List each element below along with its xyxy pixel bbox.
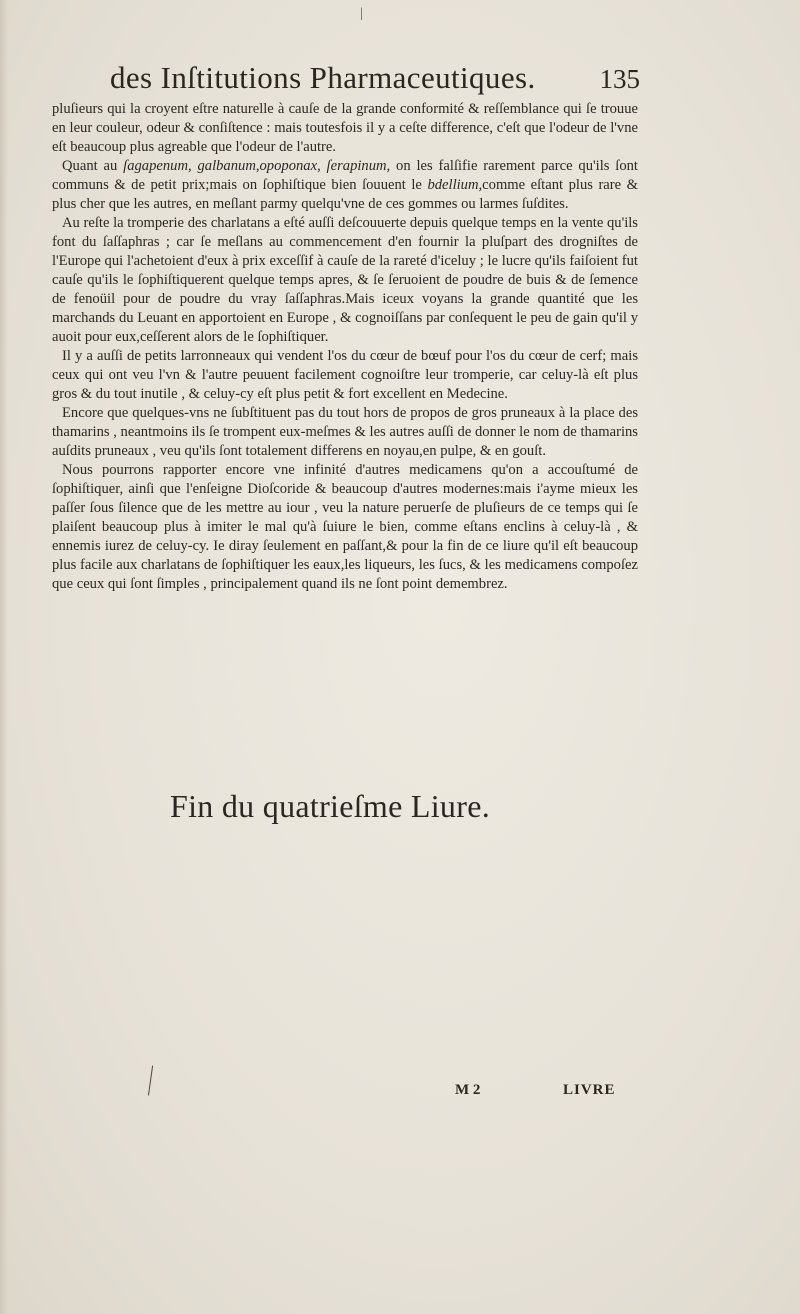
page-header bbox=[110, 60, 650, 104]
italic-term: bdellium, bbox=[427, 177, 483, 193]
margin-mark bbox=[148, 1066, 159, 1097]
body-text bbox=[52, 100, 638, 594]
catchword: LIVRE bbox=[563, 1082, 616, 1098]
paragraph bbox=[52, 100, 638, 157]
text-run: on les falſifie rarement parce qu'ils ſont communs & de petit prix;mais on ſophiſtique bien ſouuent le bbox=[52, 158, 638, 193]
end-line-text: Fin du quatrieſme Liure. bbox=[169, 788, 490, 824]
paragraph bbox=[52, 347, 638, 404]
text-run: Au reſte la tromperie des charlatans a eſté auſſi deſcouuerte depuis quelque temps en la vente qu'ils font du ſaſſaphras ; car ſe meſlans au commencement d'en fournir la pluſpart des drogniſtes de l'Europe qui l'achetoient d'eux à prix exceſſif à cauſe de la rareté d'iceluy ; le lucre qu'ils faiſoient fut cauſe qu'ils le ſophiſtiquerent quelque temps apres, & ſe ſeruoient de poudre de buis & de ſemence de fenoüil pour de poudre du vray ſaſſaphras.Mais iceux voyans la grande quantité que les marchands du Leuant en apportoient en Europe , & cognoiſſans par conſequent le peu de gain qu'il y auoit pour eux,ceſſerent alors de le ſophiſtiquer. bbox=[52, 215, 638, 345]
text-run: Il y a auſſi de petits larronneaux qui vendent l'os du cœur de bœuf pour l'os du cœur de cerf; mais ceux qui ont veu l'vn & l'autre peuuent facilement cognoiſtre leur tromperie, car celuy-là eſt plus gros & du tout inutile , & celuy-cy eſt plus petit & fort excellent en Medecine. bbox=[52, 348, 638, 402]
book-end-line bbox=[0, 788, 800, 825]
page-number: 135 bbox=[599, 64, 640, 94]
signature-mark: M 2 bbox=[455, 1082, 481, 1098]
top-mark: | bbox=[360, 6, 363, 21]
italic-term: ſagapenum, galbanum,opoponax, ſerapinum, bbox=[123, 158, 391, 174]
running-title: des Inſtitutions Pharmaceutiques. bbox=[110, 60, 536, 95]
paragraph bbox=[52, 461, 638, 594]
paragraph bbox=[52, 157, 638, 214]
text-run: Quant au bbox=[62, 158, 124, 174]
paragraph bbox=[52, 214, 638, 347]
paragraph bbox=[52, 404, 638, 461]
text-run: comme eſtant plus rare & plus cher que les autres, en meſlant parmy quelqu'vne de ces gommes ou larmes ſuſdites. bbox=[52, 177, 638, 212]
text-run: Encore que quelques-vns ne ſubſtituent pas du tout hors de propos de gros pruneaux à la place des thamarins , neantmoins ils ſe trompent eux-meſmes & les autres auſſi de donner le nom de thamarins auſdits pruneaux , veu qu'ils ſont totalement differens en noyau,en pulpe, & en gouſt. bbox=[52, 405, 638, 459]
text-run: pluſieurs qui la croyent eſtre naturelle à cauſe de la grande conformité & reſſemblance qui ſe trouue en leur couleur, odeur & conſiſtence : mais toutesfois il y a ceſte difference, c'eſt que l'odeur de l'vne eſt beaucoup plus agreable que l'odeur de l'autre. bbox=[52, 101, 638, 155]
page-edge-shadow bbox=[0, 0, 8, 1314]
text-run: Nous pourrons rapporter encore vne infinité d'autres medicamens qu'on a accouſtumé de ſophiſtiquer, ainſi que l'enſeigne Dioſcoride & beaucoup d'autres modernes:mais i'ayme mieux les paſſer ſous ſilence que de les mettre au iour , veu la nature peruerſe de pluſieurs de ce temps qui ſe plaiſent beaucoup plus à imiter le mal qu'à ſuiure le bien, comme eſtans enclins à celuy-là , & ennemis iurez de celuy-cy. Ie diray ſeulement en paſſant,& pour la fin de ce liure qu'il eſt beaucoup plus facile aux charlatans de ſophiſtiquer les eaux,les liqueurs, les ſucs, & les medicamens compoſez que ceux qui ſont ſimples , principalement quand ils ne ſont point demembrez. bbox=[52, 462, 638, 592]
